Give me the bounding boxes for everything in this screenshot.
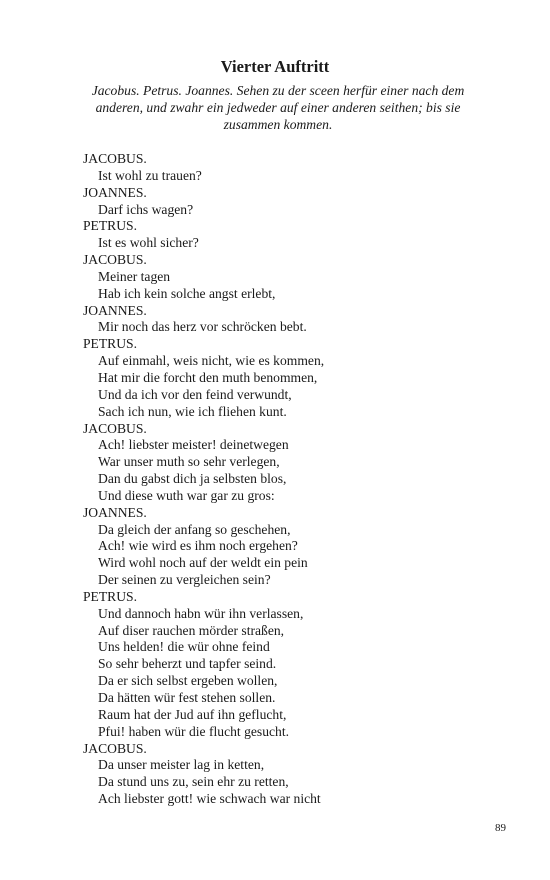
speaker-name: PETRUS. bbox=[83, 336, 138, 352]
verse-line: War unser muth so sehr verlegen, bbox=[98, 454, 280, 470]
verse-line: Dan du gabst dich ja selbsten blos, bbox=[98, 471, 287, 487]
verse-line: Auf einmahl, weis nicht, wie es kommen, bbox=[98, 353, 325, 369]
verse-line: Da unser meister lag in ketten, bbox=[98, 757, 265, 773]
verse-line: Hab ich kein solche angst erlebt, bbox=[98, 285, 276, 301]
speaker-name: PETRUS. bbox=[83, 588, 138, 604]
verse-line: Mir noch das herz vor schröcken bebt. bbox=[98, 319, 307, 335]
speaker-name: JOANNES. bbox=[83, 504, 147, 520]
dialogue-block bbox=[83, 151, 483, 808]
verse-line: Da stund uns zu, sein ehr zu retten, bbox=[98, 774, 289, 790]
stage-direction bbox=[78, 82, 478, 133]
speaker-name: JOANNES. bbox=[83, 302, 147, 318]
verse-line: Wird wohl noch auf der weldt ein pein bbox=[98, 555, 308, 571]
speaker-name: JACOBUS. bbox=[83, 151, 147, 166]
verse-line: Da hätten wür fest stehen sollen. bbox=[98, 690, 276, 705]
verse-line: Und diese wuth war gar zu gros: bbox=[98, 487, 275, 503]
page-number: 89 bbox=[495, 822, 506, 834]
verse-line: Da gleich der anfang so geschehen, bbox=[98, 521, 291, 537]
verse-line: So sehr beherzt und tapfer seind. bbox=[98, 656, 277, 672]
verse-line: Auf diser rauchen mörder straßen, bbox=[98, 622, 285, 638]
verse-line: Ist wohl zu trauen? bbox=[98, 167, 202, 183]
speaker-name: JOANNES. bbox=[83, 184, 147, 200]
verse-line: Da er sich selbst ergeben wollen, bbox=[98, 673, 278, 689]
verse-line: Ach! liebster meister! deinetwegen bbox=[98, 437, 289, 453]
verse-line: Sach ich nun, wie ich fliehen kunt. bbox=[98, 403, 287, 419]
verse-line: Ach! wie wird es ihm noch ergehen? bbox=[98, 538, 298, 554]
verse-line: Der seinen zu vergleichen sein? bbox=[98, 572, 271, 588]
verse-line: Ist es wohl sicher? bbox=[98, 235, 199, 251]
stage-direction-line: Jacobus. Petrus. Joannes. Sehen zu der sceen herfür einer nach dem bbox=[91, 83, 465, 98]
speaker-name: JACOBUS. bbox=[83, 420, 147, 436]
verse-line: Und dannoch habn wür ihn verlassen, bbox=[98, 605, 304, 621]
speaker-name: JACOBUS. bbox=[83, 740, 147, 756]
verse-line: Darf ichs wagen? bbox=[98, 201, 194, 217]
verse-line: Raum hat der Jud auf ihn geflucht, bbox=[98, 706, 287, 722]
stage-direction-line: zusammen kommen. bbox=[223, 117, 333, 132]
speaker-name: JACOBUS. bbox=[83, 252, 147, 268]
verse-line: Hat mir die forcht den muth benommen, bbox=[98, 369, 318, 385]
stage-direction-line: anderen, und zwahr ein jedweder auf einer anderen seithen; bis sie bbox=[95, 100, 461, 115]
verse-line: Pfui! haben wür die flucht gesucht. bbox=[98, 723, 290, 739]
verse-line: Meiner tagen bbox=[98, 268, 171, 284]
verse-line: Und da ich vor den feind verwundt, bbox=[98, 386, 292, 402]
verse-line: Ach liebster gott! wie schwach war nicht bbox=[98, 791, 321, 807]
scene-title: Vierter Auftritt bbox=[220, 57, 330, 76]
speaker-name: PETRUS. bbox=[83, 218, 138, 234]
verse-line: Uns helden! die wür ohne feind bbox=[98, 639, 270, 655]
